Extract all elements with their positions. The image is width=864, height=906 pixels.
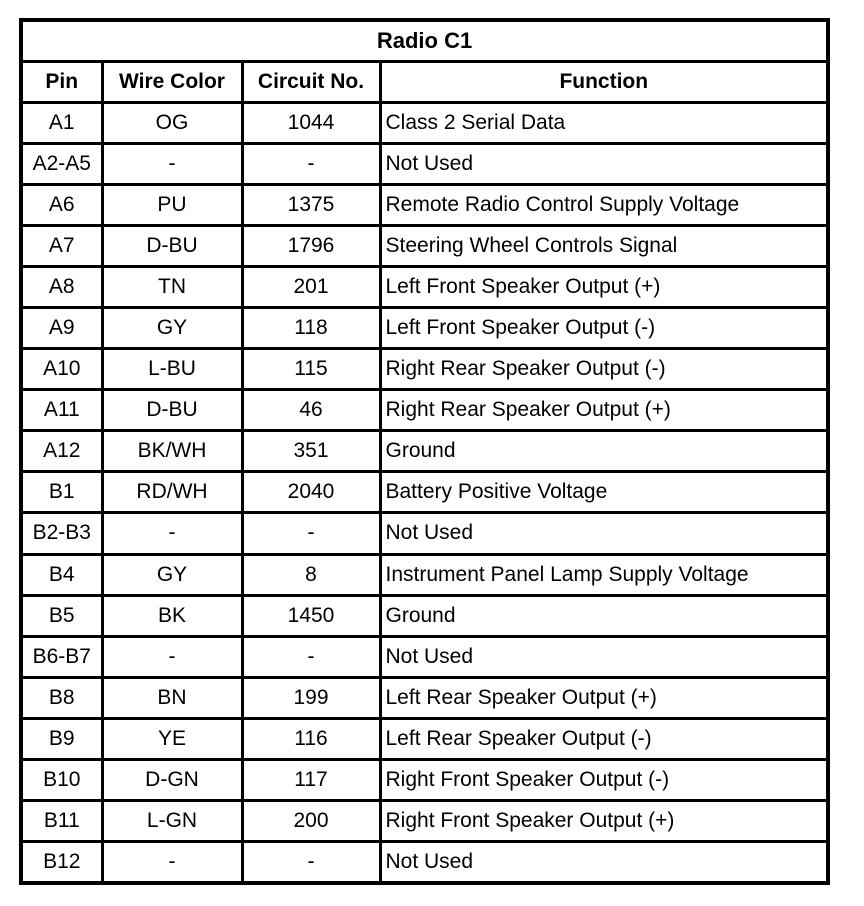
cell-circuit-no: 1796 bbox=[242, 226, 380, 267]
cell-function: Class 2 Serial Data bbox=[380, 103, 828, 144]
cell-circuit-no: - bbox=[242, 513, 380, 554]
cell-circuit-no: 1375 bbox=[242, 185, 380, 226]
table-row bbox=[21, 267, 828, 308]
cell-pin: B6-B7 bbox=[21, 636, 102, 677]
cell-pin: A6 bbox=[21, 185, 102, 226]
table-row bbox=[21, 390, 828, 431]
cell-function: Right Rear Speaker Output (+) bbox=[380, 390, 828, 431]
cell-wire-color: BK bbox=[102, 595, 242, 636]
cell-circuit-no: 351 bbox=[242, 431, 380, 472]
cell-function: Not Used bbox=[380, 841, 828, 883]
header-function: Function bbox=[380, 62, 828, 103]
cell-pin: A2-A5 bbox=[21, 144, 102, 185]
cell-circuit-no: 201 bbox=[242, 267, 380, 308]
cell-wire-color: - bbox=[102, 636, 242, 677]
table-row bbox=[21, 472, 828, 513]
cell-circuit-no: 117 bbox=[242, 759, 380, 800]
cell-wire-color: L-GN bbox=[102, 800, 242, 841]
cell-wire-color: L-BU bbox=[102, 349, 242, 390]
table-row bbox=[21, 759, 828, 800]
cell-function: Not Used bbox=[380, 144, 828, 185]
cell-circuit-no: 200 bbox=[242, 800, 380, 841]
cell-pin: A11 bbox=[21, 390, 102, 431]
cell-function: Left Front Speaker Output (-) bbox=[380, 308, 828, 349]
cell-pin: B4 bbox=[21, 554, 102, 595]
table-row bbox=[21, 677, 828, 718]
table-body bbox=[21, 103, 828, 884]
table-title: Radio C1 bbox=[21, 20, 828, 62]
cell-pin: B9 bbox=[21, 718, 102, 759]
cell-circuit-no: 8 bbox=[242, 554, 380, 595]
cell-circuit-no: 118 bbox=[242, 308, 380, 349]
header-pin: Pin bbox=[21, 62, 102, 103]
table-row bbox=[21, 226, 828, 267]
cell-pin: A8 bbox=[21, 267, 102, 308]
table-row bbox=[21, 144, 828, 185]
cell-pin: A12 bbox=[21, 431, 102, 472]
table-row bbox=[21, 308, 828, 349]
cell-wire-color: GY bbox=[102, 554, 242, 595]
cell-wire-color: TN bbox=[102, 267, 242, 308]
table-row bbox=[21, 595, 828, 636]
cell-function: Battery Positive Voltage bbox=[380, 472, 828, 513]
cell-pin: B12 bbox=[21, 841, 102, 883]
cell-function: Left Rear Speaker Output (+) bbox=[380, 677, 828, 718]
cell-function: Left Rear Speaker Output (-) bbox=[380, 718, 828, 759]
table-row bbox=[21, 431, 828, 472]
title-row bbox=[21, 20, 828, 62]
cell-wire-color: BK/WH bbox=[102, 431, 242, 472]
cell-pin: A10 bbox=[21, 349, 102, 390]
cell-pin: A1 bbox=[21, 103, 102, 144]
cell-circuit-no: - bbox=[242, 144, 380, 185]
table-row bbox=[21, 718, 828, 759]
cell-wire-color: YE bbox=[102, 718, 242, 759]
cell-circuit-no: 116 bbox=[242, 718, 380, 759]
cell-function: Remote Radio Control Supply Voltage bbox=[380, 185, 828, 226]
header-row bbox=[21, 62, 828, 103]
cell-function: Not Used bbox=[380, 513, 828, 554]
table-row bbox=[21, 349, 828, 390]
cell-circuit-no: - bbox=[242, 841, 380, 883]
table-row bbox=[21, 800, 828, 841]
header-wire-color: Wire Color bbox=[102, 62, 242, 103]
cell-wire-color: D-GN bbox=[102, 759, 242, 800]
cell-pin: B5 bbox=[21, 595, 102, 636]
cell-function: Not Used bbox=[380, 636, 828, 677]
table-row bbox=[21, 841, 828, 883]
cell-function: Ground bbox=[380, 431, 828, 472]
cell-pin: B10 bbox=[21, 759, 102, 800]
cell-function: Left Front Speaker Output (+) bbox=[380, 267, 828, 308]
cell-pin: B2-B3 bbox=[21, 513, 102, 554]
cell-wire-color: - bbox=[102, 513, 242, 554]
cell-circuit-no: 115 bbox=[242, 349, 380, 390]
cell-wire-color: D-BU bbox=[102, 226, 242, 267]
cell-circuit-no: - bbox=[242, 636, 380, 677]
table-row bbox=[21, 554, 828, 595]
cell-function: Instrument Panel Lamp Supply Voltage bbox=[380, 554, 828, 595]
cell-function: Right Front Speaker Output (-) bbox=[380, 759, 828, 800]
cell-pin: B1 bbox=[21, 472, 102, 513]
cell-pin: B8 bbox=[21, 677, 102, 718]
header-circuit-no: Circuit No. bbox=[242, 62, 380, 103]
cell-circuit-no: 199 bbox=[242, 677, 380, 718]
cell-pin: A7 bbox=[21, 226, 102, 267]
connector-pinout-table bbox=[19, 18, 830, 885]
cell-circuit-no: 1044 bbox=[242, 103, 380, 144]
cell-function: Ground bbox=[380, 595, 828, 636]
cell-wire-color: - bbox=[102, 144, 242, 185]
cell-wire-color: BN bbox=[102, 677, 242, 718]
cell-pin: B11 bbox=[21, 800, 102, 841]
cell-wire-color: PU bbox=[102, 185, 242, 226]
cell-pin: A9 bbox=[21, 308, 102, 349]
cell-function: Steering Wheel Controls Signal bbox=[380, 226, 828, 267]
cell-wire-color: GY bbox=[102, 308, 242, 349]
table-row bbox=[21, 513, 828, 554]
cell-wire-color: RD/WH bbox=[102, 472, 242, 513]
cell-function: Right Rear Speaker Output (-) bbox=[380, 349, 828, 390]
cell-wire-color: OG bbox=[102, 103, 242, 144]
table-row bbox=[21, 103, 828, 144]
table-row bbox=[21, 636, 828, 677]
cell-wire-color: D-BU bbox=[102, 390, 242, 431]
cell-function: Right Front Speaker Output (+) bbox=[380, 800, 828, 841]
cell-circuit-no: 46 bbox=[242, 390, 380, 431]
cell-circuit-no: 1450 bbox=[242, 595, 380, 636]
table-row bbox=[21, 185, 828, 226]
cell-circuit-no: 2040 bbox=[242, 472, 380, 513]
cell-wire-color: - bbox=[102, 841, 242, 883]
